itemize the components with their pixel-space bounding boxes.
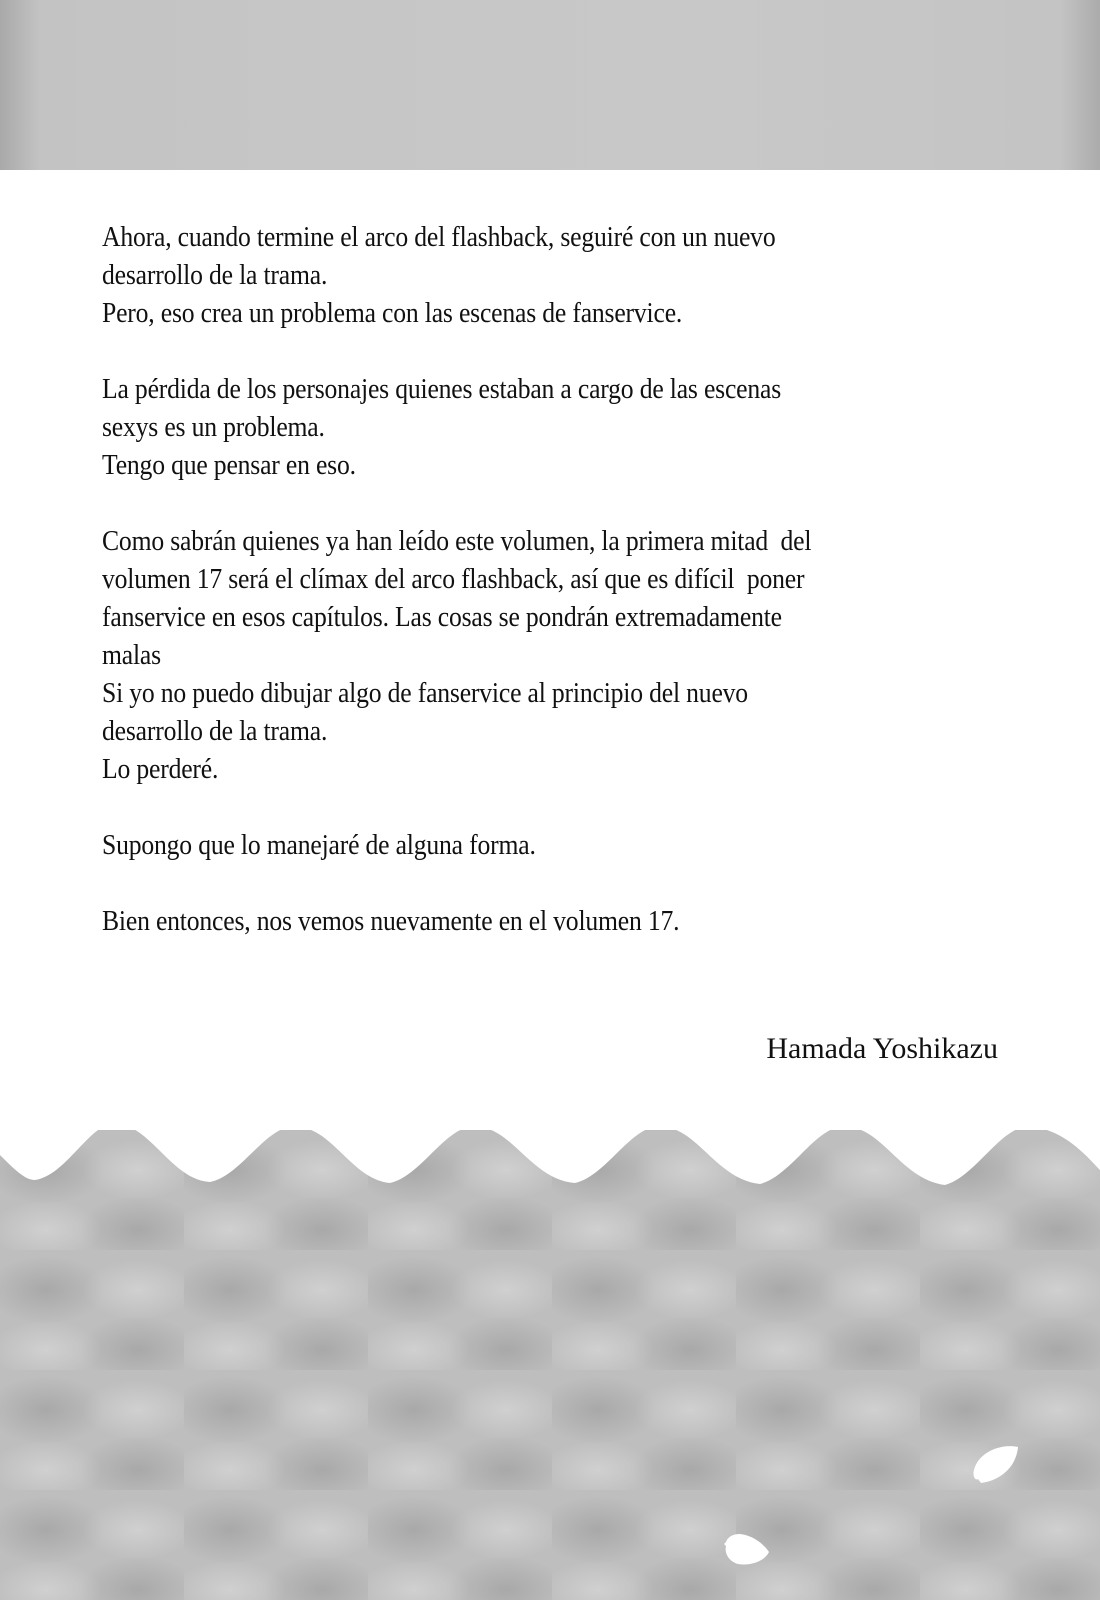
wave-pattern-decoration	[0, 1130, 1100, 1600]
paragraph-3	[102, 523, 930, 789]
text-line: Como sabrán quienes ya han leído este volumen, la primera mitad del	[102, 526, 812, 557]
text-line: Lo perderé.	[102, 754, 219, 785]
text-line: volumen 17 será el clímax del arco flashback, así que es difícil poner	[102, 564, 805, 595]
text-line: fanservice en esos capítulos. Las cosas se pondrán extremadamente	[102, 602, 782, 633]
text-line: sexys es un problema.	[102, 412, 325, 443]
text-line: Si yo no puedo dibujar algo de fanservice al principio del nuevo	[102, 678, 748, 709]
text-line: desarrollo de la trama.	[102, 716, 328, 747]
paragraph-4	[102, 827, 930, 865]
text-line: Ahora, cuando termine el arco del flashback, seguiré con un nuevo	[102, 222, 776, 253]
top-gray-band	[0, 0, 1100, 170]
author-signature: Hamada Yoshikazu	[766, 1032, 998, 1065]
text-line: La pérdida de los personajes quienes estaban a cargo de las escenas	[102, 374, 782, 405]
paragraph-2	[102, 371, 930, 485]
paragraph-1	[102, 219, 930, 333]
text-line: Tengo que pensar en eso.	[102, 450, 356, 481]
text-line: Bien entonces, nos vemos nuevamente en el volumen 17.	[102, 906, 680, 937]
text-line: Pero, eso crea un problema con las escenas de fanservice.	[102, 298, 683, 329]
petal-icon	[970, 1445, 1020, 1485]
paragraph-5	[102, 903, 930, 941]
text-line: malas	[102, 640, 161, 671]
afterword-text	[102, 219, 930, 979]
text-line: Supongo que lo manejaré de alguna forma.	[102, 830, 536, 861]
text-line: desarrollo de la trama.	[102, 260, 328, 291]
petal-icon	[722, 1532, 772, 1568]
